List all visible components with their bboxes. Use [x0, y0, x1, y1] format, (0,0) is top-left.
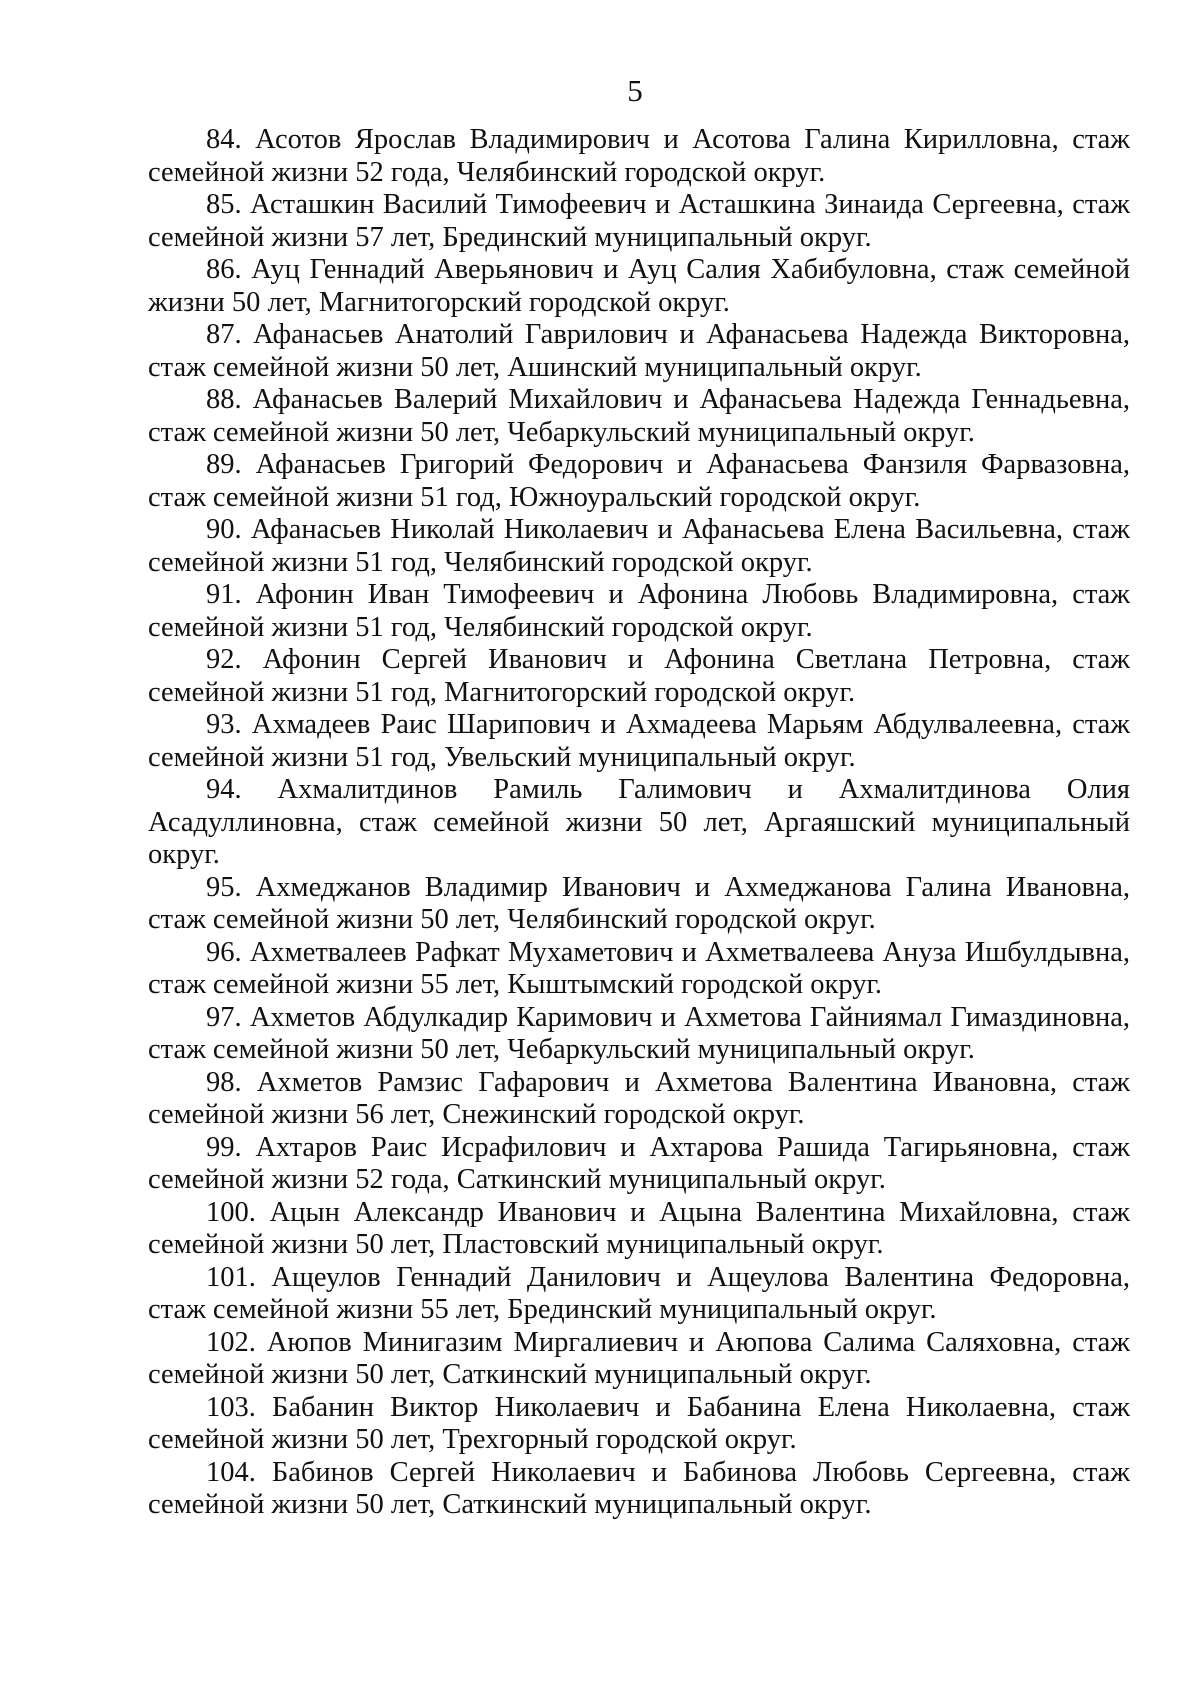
list-item: 86. Ауц Геннадий Аверьянович и Ауц Салия Хабибуловна, стаж семейной жизни 50 лет, Магнитогорский городской округ.: [148, 254, 1130, 318]
list-item: 92. Афонин Сергей Иванович и Афонина Светлана Петровна, стаж семейной жизни 51 год, Магнитогорский городской округ.: [148, 644, 1130, 708]
list-item: 95. Ахмеджанов Владимир Иванович и Ахмеджанова Галина Ивановна, стаж семейной жизни 50 лет, Челябинский городской округ.: [148, 871, 1130, 935]
list-item: 97. Ахметов Абдулкадир Каримович и Ахметова Гайниямал Гимаздиновна, стаж семейной жизни 50 лет, Чебаркульский муниципальный округ.: [148, 1001, 1130, 1065]
list-item: 87. Афанасьев Анатолий Гаврилович и Афанасьева Надежда Викторовна, стаж семейной жизни 50 лет, Ашинский муниципальный округ.: [148, 319, 1130, 383]
list-item: 104. Бабинов Сергей Николаевич и Бабинова Любовь Сергеевна, стаж семейной жизни 50 лет, Саткинский муниципальный округ.: [148, 1456, 1130, 1520]
list-item: 88. Афанасьев Валерий Михайлович и Афанасьева Надежда Геннадьевна, стаж семейной жизни 50 лет, Чебаркульский муниципальный округ.: [148, 384, 1130, 448]
list-item: 93. Ахмадеев Раис Шарипович и Ахмадеева Марьям Абдулвалеевна, стаж семейной жизни 51 год, Увельский муниципальный округ.: [148, 709, 1130, 773]
list-item: 89. Афанасьев Григорий Федорович и Афанасьева Фанзиля Фарвазовна, стаж семейной жизни 51 год, Южноуральский городской округ.: [148, 449, 1130, 513]
list-item: 101. Ащеулов Геннадий Данилович и Ащеулова Валентина Федоровна, стаж семейной жизни 55 лет, Брединский муниципальный округ.: [148, 1261, 1130, 1325]
list-item: 84. Асотов Ярослав Владимирович и Асотова Галина Кирилловна, стаж семейной жизни 52 года, Челябинский городской округ.: [148, 124, 1130, 188]
list-item: 96. Ахметвалеев Рафкат Мухаметович и Ахметвалеева Ануза Ишбулдывна, стаж семейной жизни 55 лет, Кыштымский городской округ.: [148, 936, 1130, 1000]
entry-list: [148, 124, 1130, 1522]
list-item: 91. Афонин Иван Тимофеевич и Афонина Любовь Владимировна, стаж семейной жизни 51 год, Челябинский городской округ.: [148, 579, 1130, 643]
page-number: 5: [627, 73, 643, 108]
list-item: 99. Ахтаров Раис Исрафилович и Ахтарова Рашида Тагирьяновна, стаж семейной жизни 52 года, Саткинский муниципальный округ.: [148, 1131, 1130, 1195]
list-item: 85. Асташкин Василий Тимофеевич и Асташкина Зинаида Сергеевна, стаж семейной жизни 57 лет, Брединский муниципальный округ.: [148, 189, 1130, 253]
list-item: 100. Ацын Александр Иванович и Ацына Валентина Михайловна, стаж семейной жизни 50 лет, Пластовский муниципальный округ.: [148, 1196, 1130, 1260]
list-item: 94. Ахмалитдинов Рамиль Галимович и Ахмалитдинова Олия Асадуллиновна, стаж семейной жизни 50 лет, Аргаяшский муниципальный округ.: [148, 774, 1130, 870]
list-item: 103. Бабанин Виктор Николаевич и Бабанина Елена Николаевна, стаж семейной жизни 50 лет, Трехгорный городской округ.: [148, 1391, 1130, 1455]
list-item: 90. Афанасьев Николай Николаевич и Афанасьева Елена Васильевна, стаж семейной жизни 51 год, Челябинский городской округ.: [148, 514, 1130, 578]
list-item: 102. Аюпов Минигазим Миргалиевич и Аюпова Салима Саляховна, стаж семейной жизни 50 лет, Саткинский муниципальный округ.: [148, 1326, 1130, 1390]
list-item: 98. Ахметов Рамзис Гафарович и Ахметова Валентина Ивановна, стаж семейной жизни 56 лет, Снежинский городской округ.: [148, 1066, 1130, 1130]
